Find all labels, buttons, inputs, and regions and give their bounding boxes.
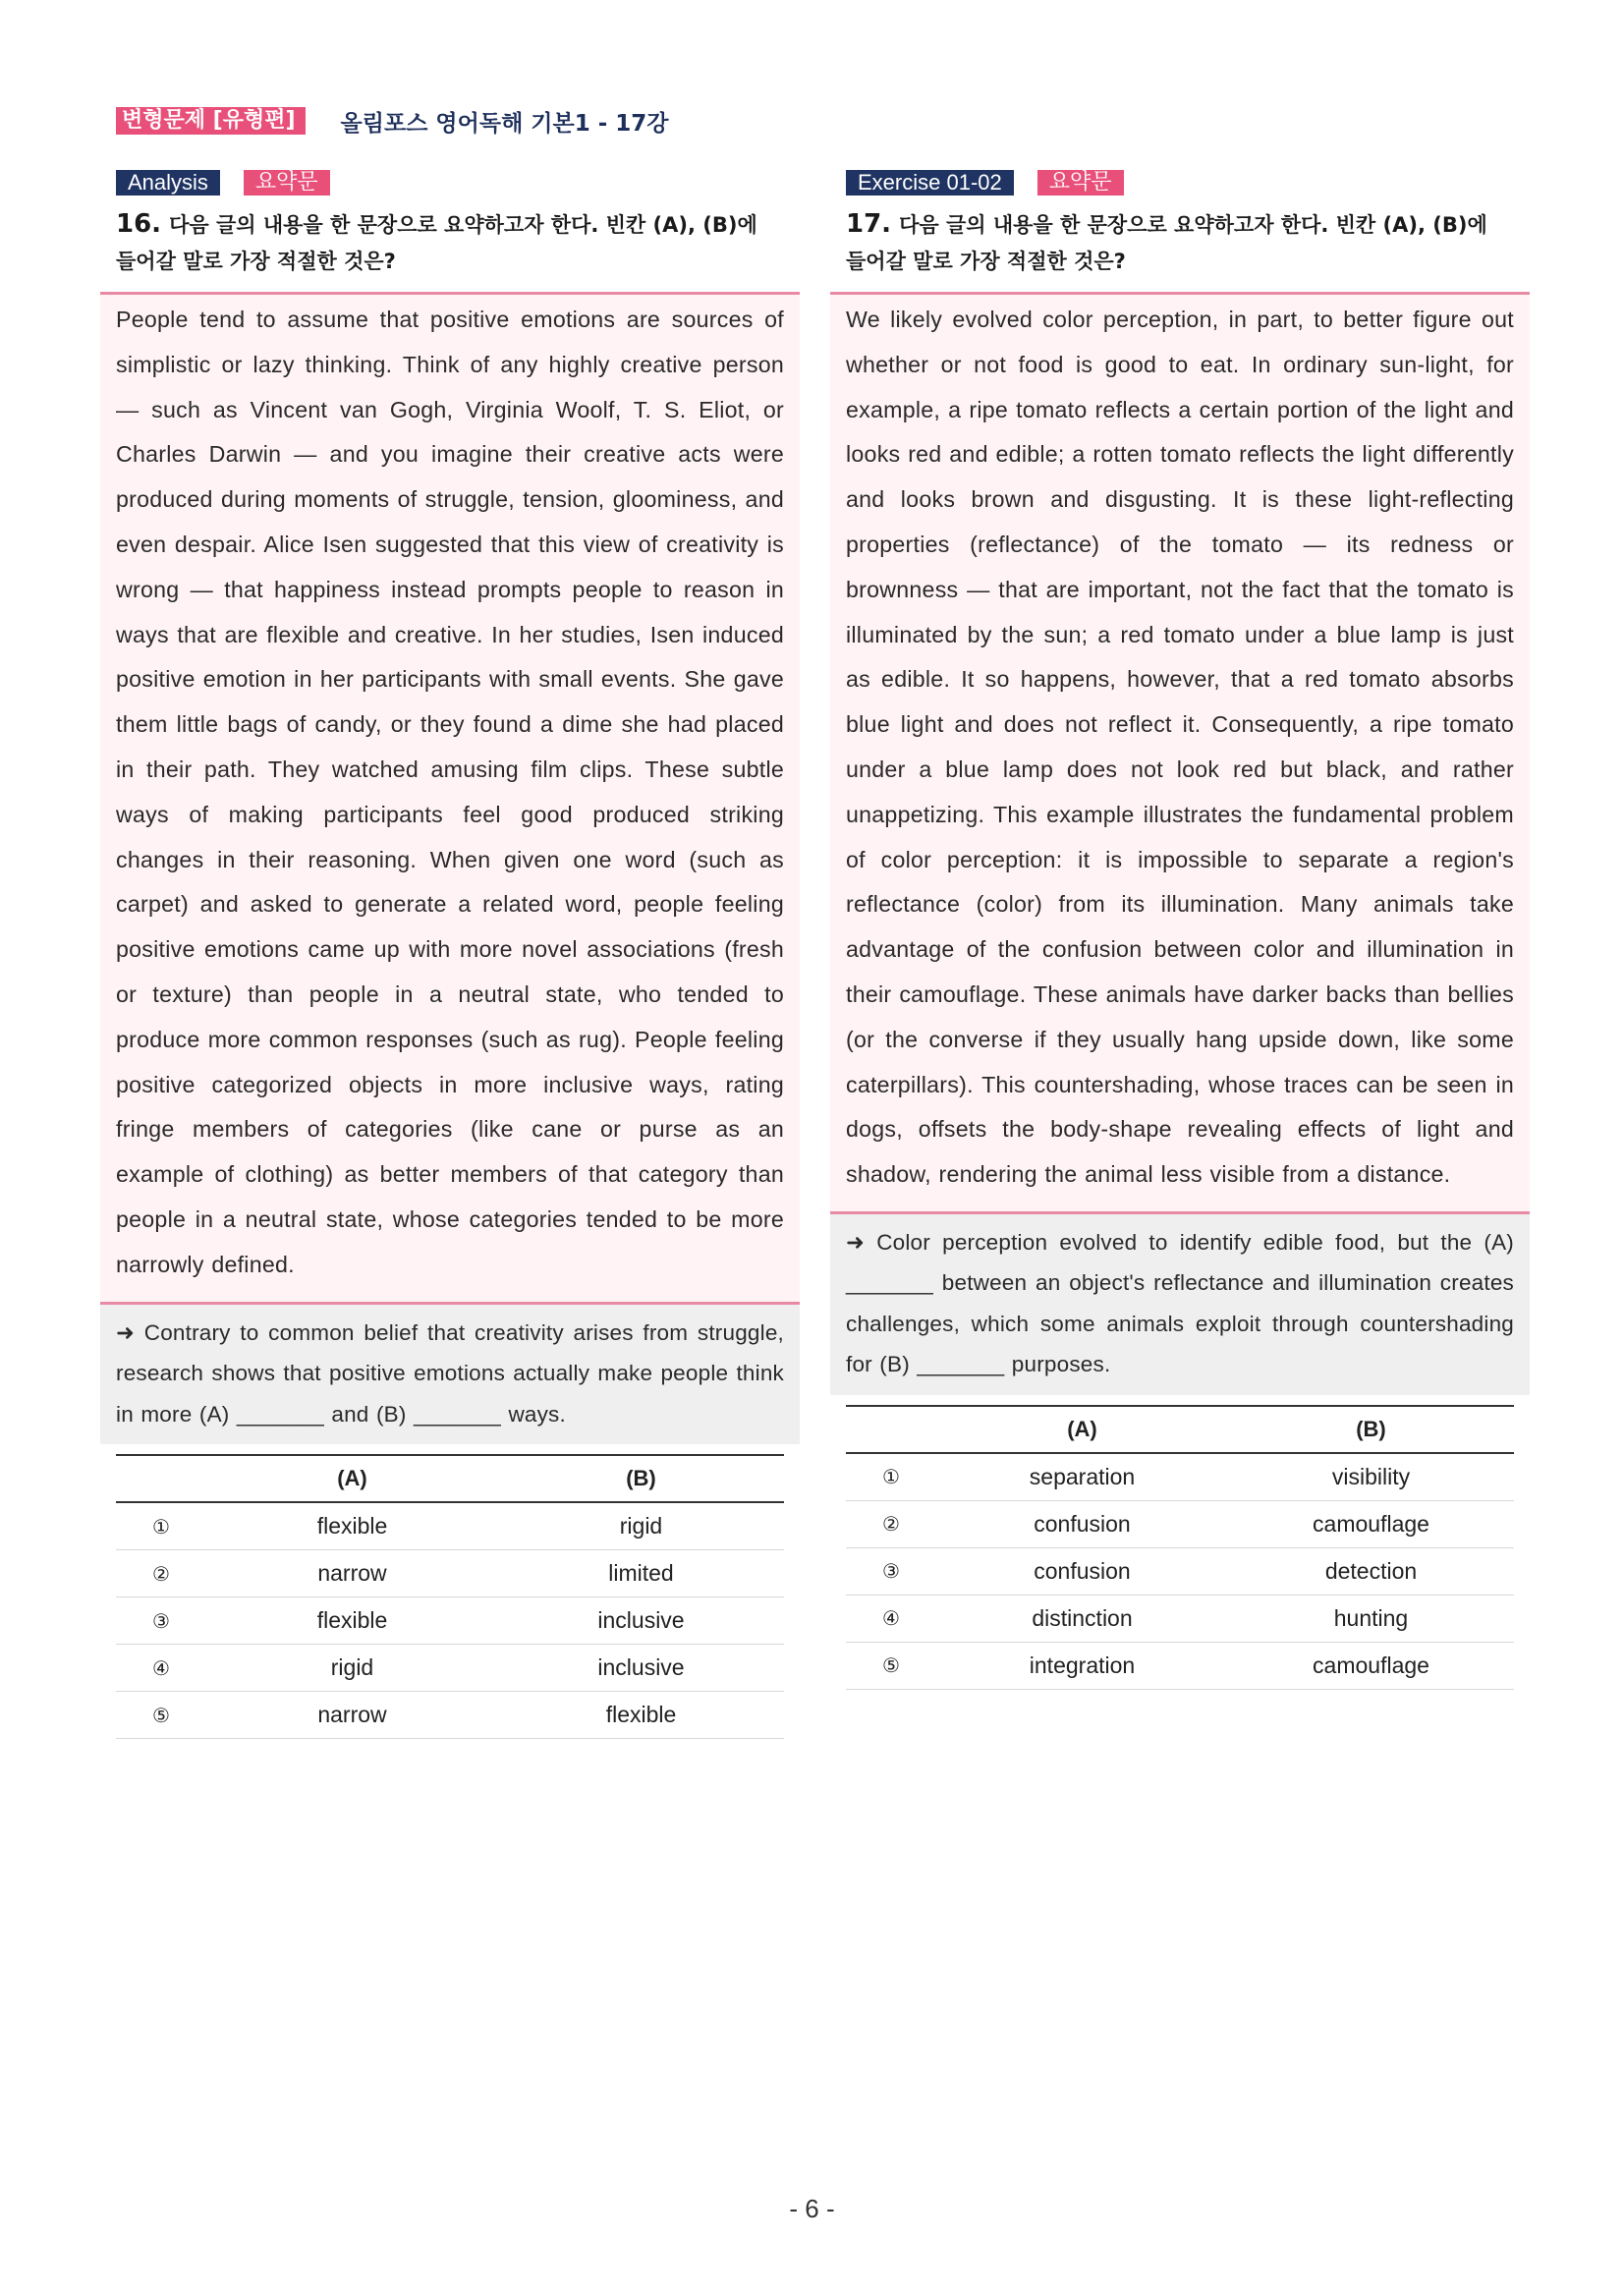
choice-a: separation: [936, 1453, 1228, 1501]
section-labels: [846, 169, 1530, 196]
answer-choice-row[interactable]: [846, 1547, 1514, 1595]
page-number: - 6 -: [789, 2194, 835, 2223]
choice-a: confusion: [936, 1547, 1228, 1595]
passage-text: We likely evolved color perception, in part, to better figure out whether or not food is good to eat. In ordinary sun-light, for example, a ripe tomato reflects a certain portion of the light and looks red and edible; a rotten tomato reflects the light differently and looks brown and disgusting. It is these light-reflecting properties (reflectance) of the tomato — its redness or brownness — that are important, not the fact that the tomato is illuminated by the sun; a red tomato under a blue lamp is just as edible. It so happens, however, that a red tomato absorbs blue light and does not reflect it. Consequently, a ripe tomato under a blue lamp does not look red but black, and rather unappetizing. This example illustrates the fundamental problem of color perception: it is impossible to separate a region's reflectance (color) from its illumination. Many animals take advantage of the confusion between color and illumination in their camouflage. These animals have darker backs than bellies (or the converse if they usually hang upside down, like some caterpillars). This countershading, whose traces can be seen in dogs, offsets the body-shape revealing effects of light and shadow, rendering the animal less visible from a distance.: [846, 307, 1514, 1188]
choice-a: rigid: [206, 1645, 498, 1692]
summary-text: ➜ Color perception evolved to identify edible food, but the (A) _______ between an object's reflectance and illumination creates challenges, which some animals exploit through countershading for (B) _______ purposes.: [846, 1229, 1514, 1377]
choice-b: limited: [498, 1550, 784, 1597]
choice-b: flexible: [498, 1692, 784, 1739]
choice-b: inclusive: [498, 1645, 784, 1692]
page-header: [116, 106, 669, 136]
choice-number: ①: [116, 1502, 206, 1550]
choice-b: hunting: [1228, 1595, 1514, 1642]
column-b-header: (B): [498, 1455, 784, 1502]
answer-choice-row[interactable]: [116, 1597, 784, 1645]
answer-choice-row[interactable]: [116, 1550, 784, 1597]
choice-a: flexible: [206, 1597, 498, 1645]
choice-number: ⑤: [846, 1642, 936, 1689]
question-prompt: [846, 206, 1514, 280]
choice-b: visibility: [1228, 1453, 1514, 1501]
type-tag: 변형문제 [유형편]: [116, 107, 306, 135]
table-header-row: [846, 1406, 1514, 1453]
choice-b: camouflage: [1228, 1500, 1514, 1547]
question-17-column: [830, 169, 1530, 1690]
question-number: 16.: [116, 209, 162, 239]
section-sublabel: 요약문: [244, 170, 330, 196]
reading-passage: [100, 292, 800, 1305]
question-number: 17.: [846, 209, 892, 239]
answer-choice-row[interactable]: [846, 1642, 1514, 1689]
choice-number: ③: [846, 1547, 936, 1595]
table-header-row: [116, 1455, 784, 1502]
page-title: 올림포스 영어독해 기본1 - 17강: [340, 110, 669, 137]
column-b-header: (B): [1228, 1406, 1514, 1453]
answer-choice-row[interactable]: [116, 1692, 784, 1739]
answer-choices-table: [846, 1405, 1514, 1690]
choice-number: ④: [116, 1645, 206, 1692]
section-sublabel: 요약문: [1037, 170, 1124, 196]
choice-number: ④: [846, 1595, 936, 1642]
summary-text: ➜ Contrary to common belief that creativity arises from struggle, research shows that positive emotions actually make people think in more (A) _______ and (B) _______ ways.: [116, 1319, 784, 1427]
choice-a: flexible: [206, 1502, 498, 1550]
question-text: 다음 글의 내용을 한 문장으로 요약하고자 한다. 빈칸 (A), (B)에 들어갈 말로 가장 적절한 것은?: [846, 213, 1487, 273]
section-label: Analysis: [116, 170, 220, 196]
choice-number: ⑤: [116, 1692, 206, 1739]
answer-choices-table: [116, 1454, 784, 1739]
choice-b: inclusive: [498, 1597, 784, 1645]
answer-choice-row[interactable]: [116, 1502, 784, 1550]
choice-b: camouflage: [1228, 1642, 1514, 1689]
choice-a: narrow: [206, 1692, 498, 1739]
summary-box: [830, 1214, 1530, 1395]
section-labels: [116, 169, 800, 196]
answer-choice-row[interactable]: [116, 1645, 784, 1692]
choice-a: narrow: [206, 1550, 498, 1597]
choice-number: ③: [116, 1597, 206, 1645]
answer-choice-row[interactable]: [846, 1595, 1514, 1642]
question-prompt: [116, 206, 784, 280]
reading-passage: [830, 292, 1530, 1214]
choice-number: ②: [116, 1550, 206, 1597]
choice-a: distinction: [936, 1595, 1228, 1642]
choice-b: detection: [1228, 1547, 1514, 1595]
column-a-header: (A): [206, 1455, 498, 1502]
choice-number: ②: [846, 1500, 936, 1547]
passage-text: People tend to assume that positive emotions are sources of simplistic or lazy thinking. Think of any highly creative person — such as Vincent van Gogh, Virginia Woolf, T. S. Eliot, or Charles Darwin — and you imagine their creative acts were produced during moments of struggle, tension, gloominess, and even despair. Alice Isen suggested that this view of creativity is wrong — that happiness instead prompts people to reason in ways that are flexible and creative. In her studies, Isen induced positive emotion in her participants with small events. She gave them little bags of candy, or they found a dime she had placed in their path. They watched amusing film clips. These subtle ways of making participants feel good produced striking changes in their reasoning. When given one word (such as carpet) and asked to generate a related word, people feeling positive emotions came up with more novel associations (fresh or texture) than people in a neutral state, who tended to produce more common responses (such as rug). People feeling positive categorized objects in more inclusive ways, rating fringe members of categories (like cane or purse as an example of clothing) as better members of that category than people in a neutral state, whose categories tended to be more narrowly defined.: [116, 307, 784, 1277]
choice-a: confusion: [936, 1500, 1228, 1547]
section-label: Exercise 01-02: [846, 170, 1014, 196]
answer-choice-row[interactable]: [846, 1500, 1514, 1547]
choice-b: rigid: [498, 1502, 784, 1550]
choice-a: integration: [936, 1642, 1228, 1689]
answer-choice-row[interactable]: [846, 1453, 1514, 1501]
summary-box: [100, 1305, 800, 1445]
question-text: 다음 글의 내용을 한 문장으로 요약하고자 한다. 빈칸 (A), (B)에 들어갈 말로 가장 적절한 것은?: [116, 213, 757, 273]
column-a-header: (A): [936, 1406, 1228, 1453]
question-16-column: [100, 169, 800, 1739]
choice-number: ①: [846, 1453, 936, 1501]
